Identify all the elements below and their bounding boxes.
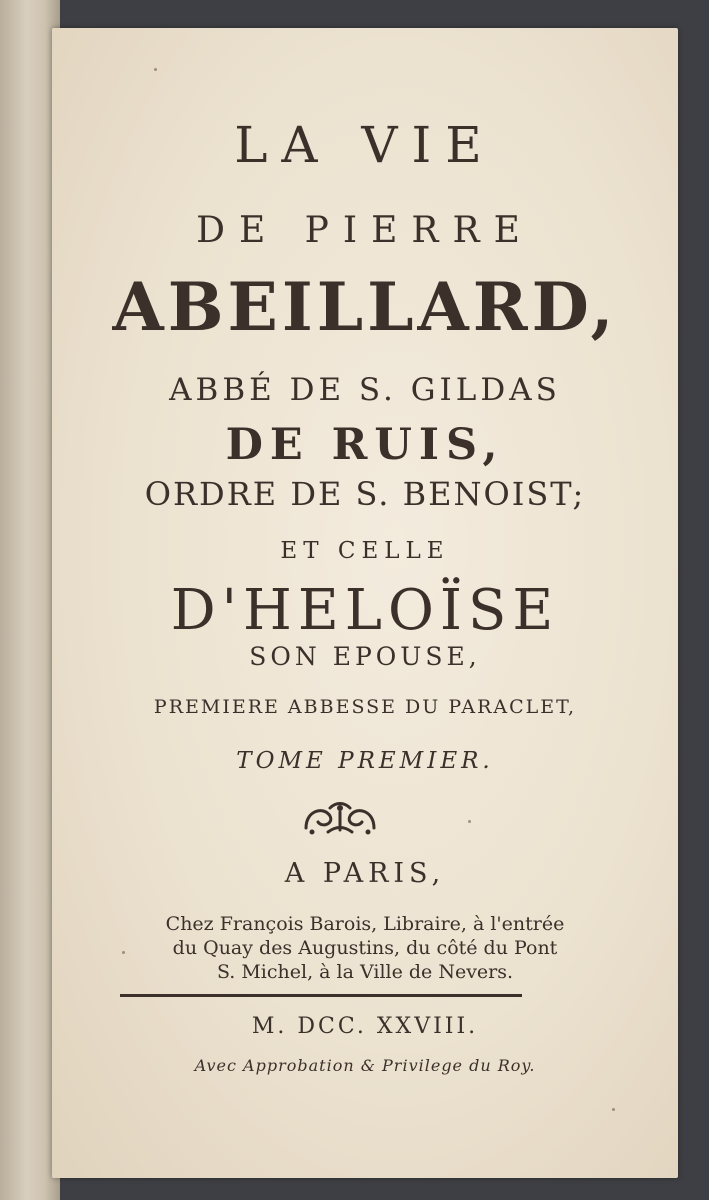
title-line-heloise: D'HELOÏSE bbox=[170, 578, 560, 643]
title-line-ordre: ORDRE DE S. BENOIST; bbox=[144, 475, 586, 513]
left-page-edge bbox=[0, 0, 60, 1200]
place-of-publication: A PARIS, bbox=[284, 858, 446, 889]
title-page bbox=[52, 28, 678, 1178]
imprint-line-2: du Quay des Augustins, du côté du Pont bbox=[172, 937, 558, 959]
publication-date: M. DCC. XXVIII. bbox=[251, 1014, 479, 1039]
title-line-et-celle: ET CELLE bbox=[280, 538, 450, 564]
horizontal-rule bbox=[120, 994, 522, 997]
title-line-abeillard: ABEILLARD, bbox=[112, 268, 618, 346]
paper-speck bbox=[154, 68, 157, 71]
privilege-line: Avec Approbation & Privilege du Roy. bbox=[194, 1056, 536, 1075]
imprint-line-1: Chez François Barois, Libraire, à l'entrée bbox=[165, 913, 565, 935]
title-line-de-pierre: DE PIERRE bbox=[196, 210, 534, 251]
title-line-abbe: ABBÉ DE S. GILDAS bbox=[169, 372, 561, 408]
title-line-premiere-abbesse: PREMIERE ABBESSE DU PARACLET, bbox=[153, 696, 577, 718]
title-line-de-ruis: DE RUIS, bbox=[225, 420, 505, 470]
title-line-son-epouse: SON EPOUSE, bbox=[249, 642, 481, 671]
floral-ornament-icon bbox=[300, 798, 380, 840]
paper-speck bbox=[468, 820, 471, 823]
volume-label: TOME PREMIER. bbox=[236, 748, 494, 774]
paper-speck bbox=[122, 951, 125, 954]
imprint-line-3: S. Michel, à la Ville de Nevers. bbox=[216, 961, 514, 983]
paper-speck bbox=[612, 1108, 615, 1111]
title-line-la-vie: LA VIE bbox=[234, 116, 496, 174]
